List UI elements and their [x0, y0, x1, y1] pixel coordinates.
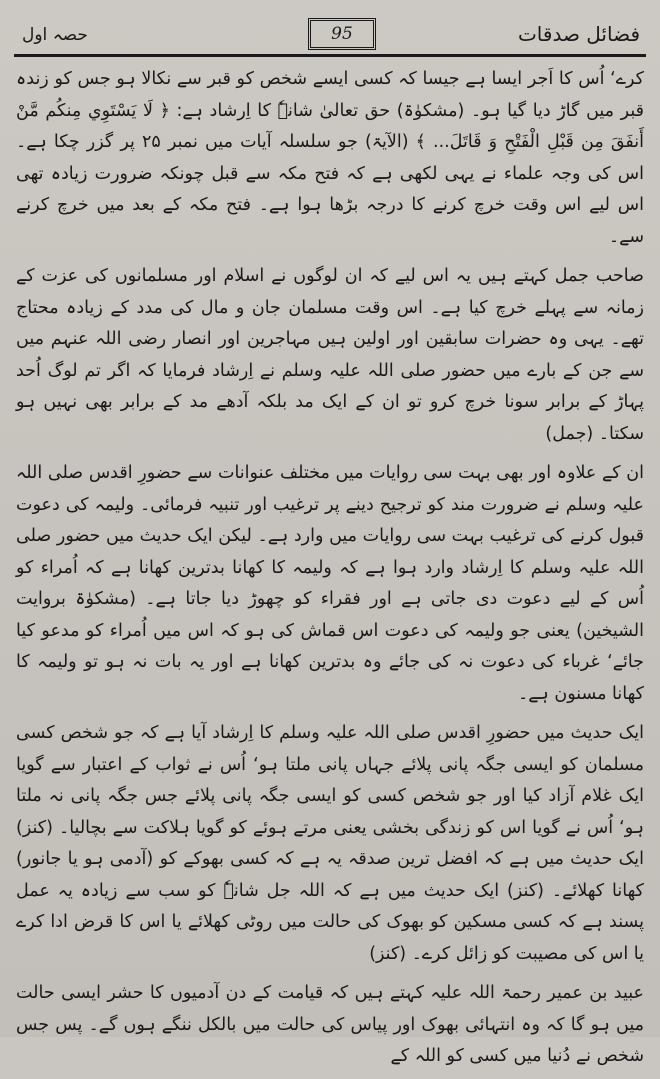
page-body	[16, 64, 644, 1079]
header-divider	[14, 54, 646, 57]
paragraph-5: عبید بن عمیر رحمۃ اللہ علیہ کہتے ہیں کہ قیامت کے دن آدمیوں کا حشر ایسی حالت میں ہو گا کہ وہ انتہائی بھوک اور پیاس کی حالت میں بالکل ننگے ہوں گے۔ پس جس شخص نے دُنیا میں کسی کو اللہ کے	[16, 983, 644, 1066]
paragraph-2: صاحب جمل کہتے ہیں یہ اس لیے کہ ان لوگوں نے اسلام اور مسلمانوں کی عزت کے زمانہ سے پہلے خرچ کیا ہے۔ اس وقت مسلمان جان و مال کی مدد کے زیادہ محتاج تھے۔ یہی وہ حضرات سابقین اور اولین ہیں مہاجرین اور انصار رضی اللہ عنہم میں سے جن کے بارے میں حضور صلی اللہ علیہ وسلم نے اِرشاد فرمایا کہ اگر تم لوگ اُحد پہاڑ کے برابر سونا خرچ کرو تو ان کے ایک مد بلکہ آدھے مد کے برابر بھی نہیں ہو سکتا۔ (جمل)	[16, 266, 644, 444]
paragraph-1: کرے‘ اُس کا اَجر ایسا ہے جیسا کہ کسی ایسے شخص کو قبر سے نکالا ہو جس کو زندہ قبر میں گاڑ دیا گیا ہو۔ (مشکوٰۃ) حق تعالیٰ شانہٗ کا اِرشاد ہے: ﴿ لَا يَسْتَوِي مِنكُم مَّنْ أَنفَقَ مِن قَبْلِ الْفَتْحِ وَ قَاتَلَ... ﴾ (الآیۃ) جو سلسلہ آیات میں نمبر ۲۵ پر گزر چکا ہے۔ اس کی وجہ علماء نے یہی لکھی ہے کہ فتح مکہ سے قبل چونکہ ضرورت زیادہ تھی اس لیے اس وقت خرچ کرنے کا درجہ بڑھا ہوا ہے۔ فتح مکہ کے بعد میں خرچ کرنے سے۔	[16, 69, 644, 247]
section-label: حصہ اول	[22, 25, 88, 45]
paragraph-4: ایک حدیث میں حضورِ اقدس صلی اللہ علیہ وسلم کا اِرشاد آیا ہے کہ جو شخص کسی مسلمان کو ایسی جگہ پانی پلائے جہاں پانی ملتا ہو‘ اُس نے ثواب کے اعتبار سے گویا ایک غلام آزاد کیا اور جو شخص کسی کو ایسی جگہ پانی پلائے جس جگہ پانی نہ ملتا ہو‘ اُس نے گویا اس کو زندگی بخشی یعنی مرتے ہوئے کو گویا ہلاکت سے بچالیا۔ (کنز) ایک حدیث میں ہے کہ افضل ترین صدقہ یہ ہے کہ کسی بھوکے کو (آدمی ہو یا جانور) کھانا کھلائے۔ (کنز) ایک حدیث میں ہے کہ اللہ جل شانہٗ کو سب سے زیادہ یہ عمل پسند ہے کہ کسی مسکین کو بھوک کی حالت میں روٹی کھلائے یا اس کا قرض ادا کرے یا اس کی مصیبت کو زائل کرے۔ (کنز)	[16, 723, 644, 964]
book-title: فضائل صدقات	[517, 22, 640, 46]
page-number: 95	[308, 18, 376, 50]
paragraph-3: ان کے علاوہ اور بھی بہت سی روایات میں مختلف عنوانات سے حضورِ اقدس صلی اللہ علیہ وسلم نے ضرورت مند کو ترجیح دینے پر ترغیب اور تنبیہ فرمائی۔ ولیمہ کی دعوت قبول کرنے کی ترغیب بہت سی روایات میں وارد ہے۔ لیکن ایک حدیث میں حضور صلی اللہ علیہ وسلم کا اِرشاد وارد ہوا ہے کہ ولیمہ کا کھانا بدترین کھانا ہے کہ اُمراء کو اُس کے لیے دعوت دی جاتی ہے اور فقراء کو چھوڑ دیا جاتا ہے۔ (مشکوٰۃ بروایت الشیخین) یعنی جو ولیمہ کی دعوت اس قماش کی ہو کہ اس میں اُمراء کو مدعو کیا جائے‘ غرباء کی دعوت نہ کی جائے وہ بدترین کھانا ہے اور یہ بات نہ ہو تو ولیمہ کا کھانا مسنون ہے۔	[16, 463, 644, 704]
page-header	[8, 14, 652, 50]
